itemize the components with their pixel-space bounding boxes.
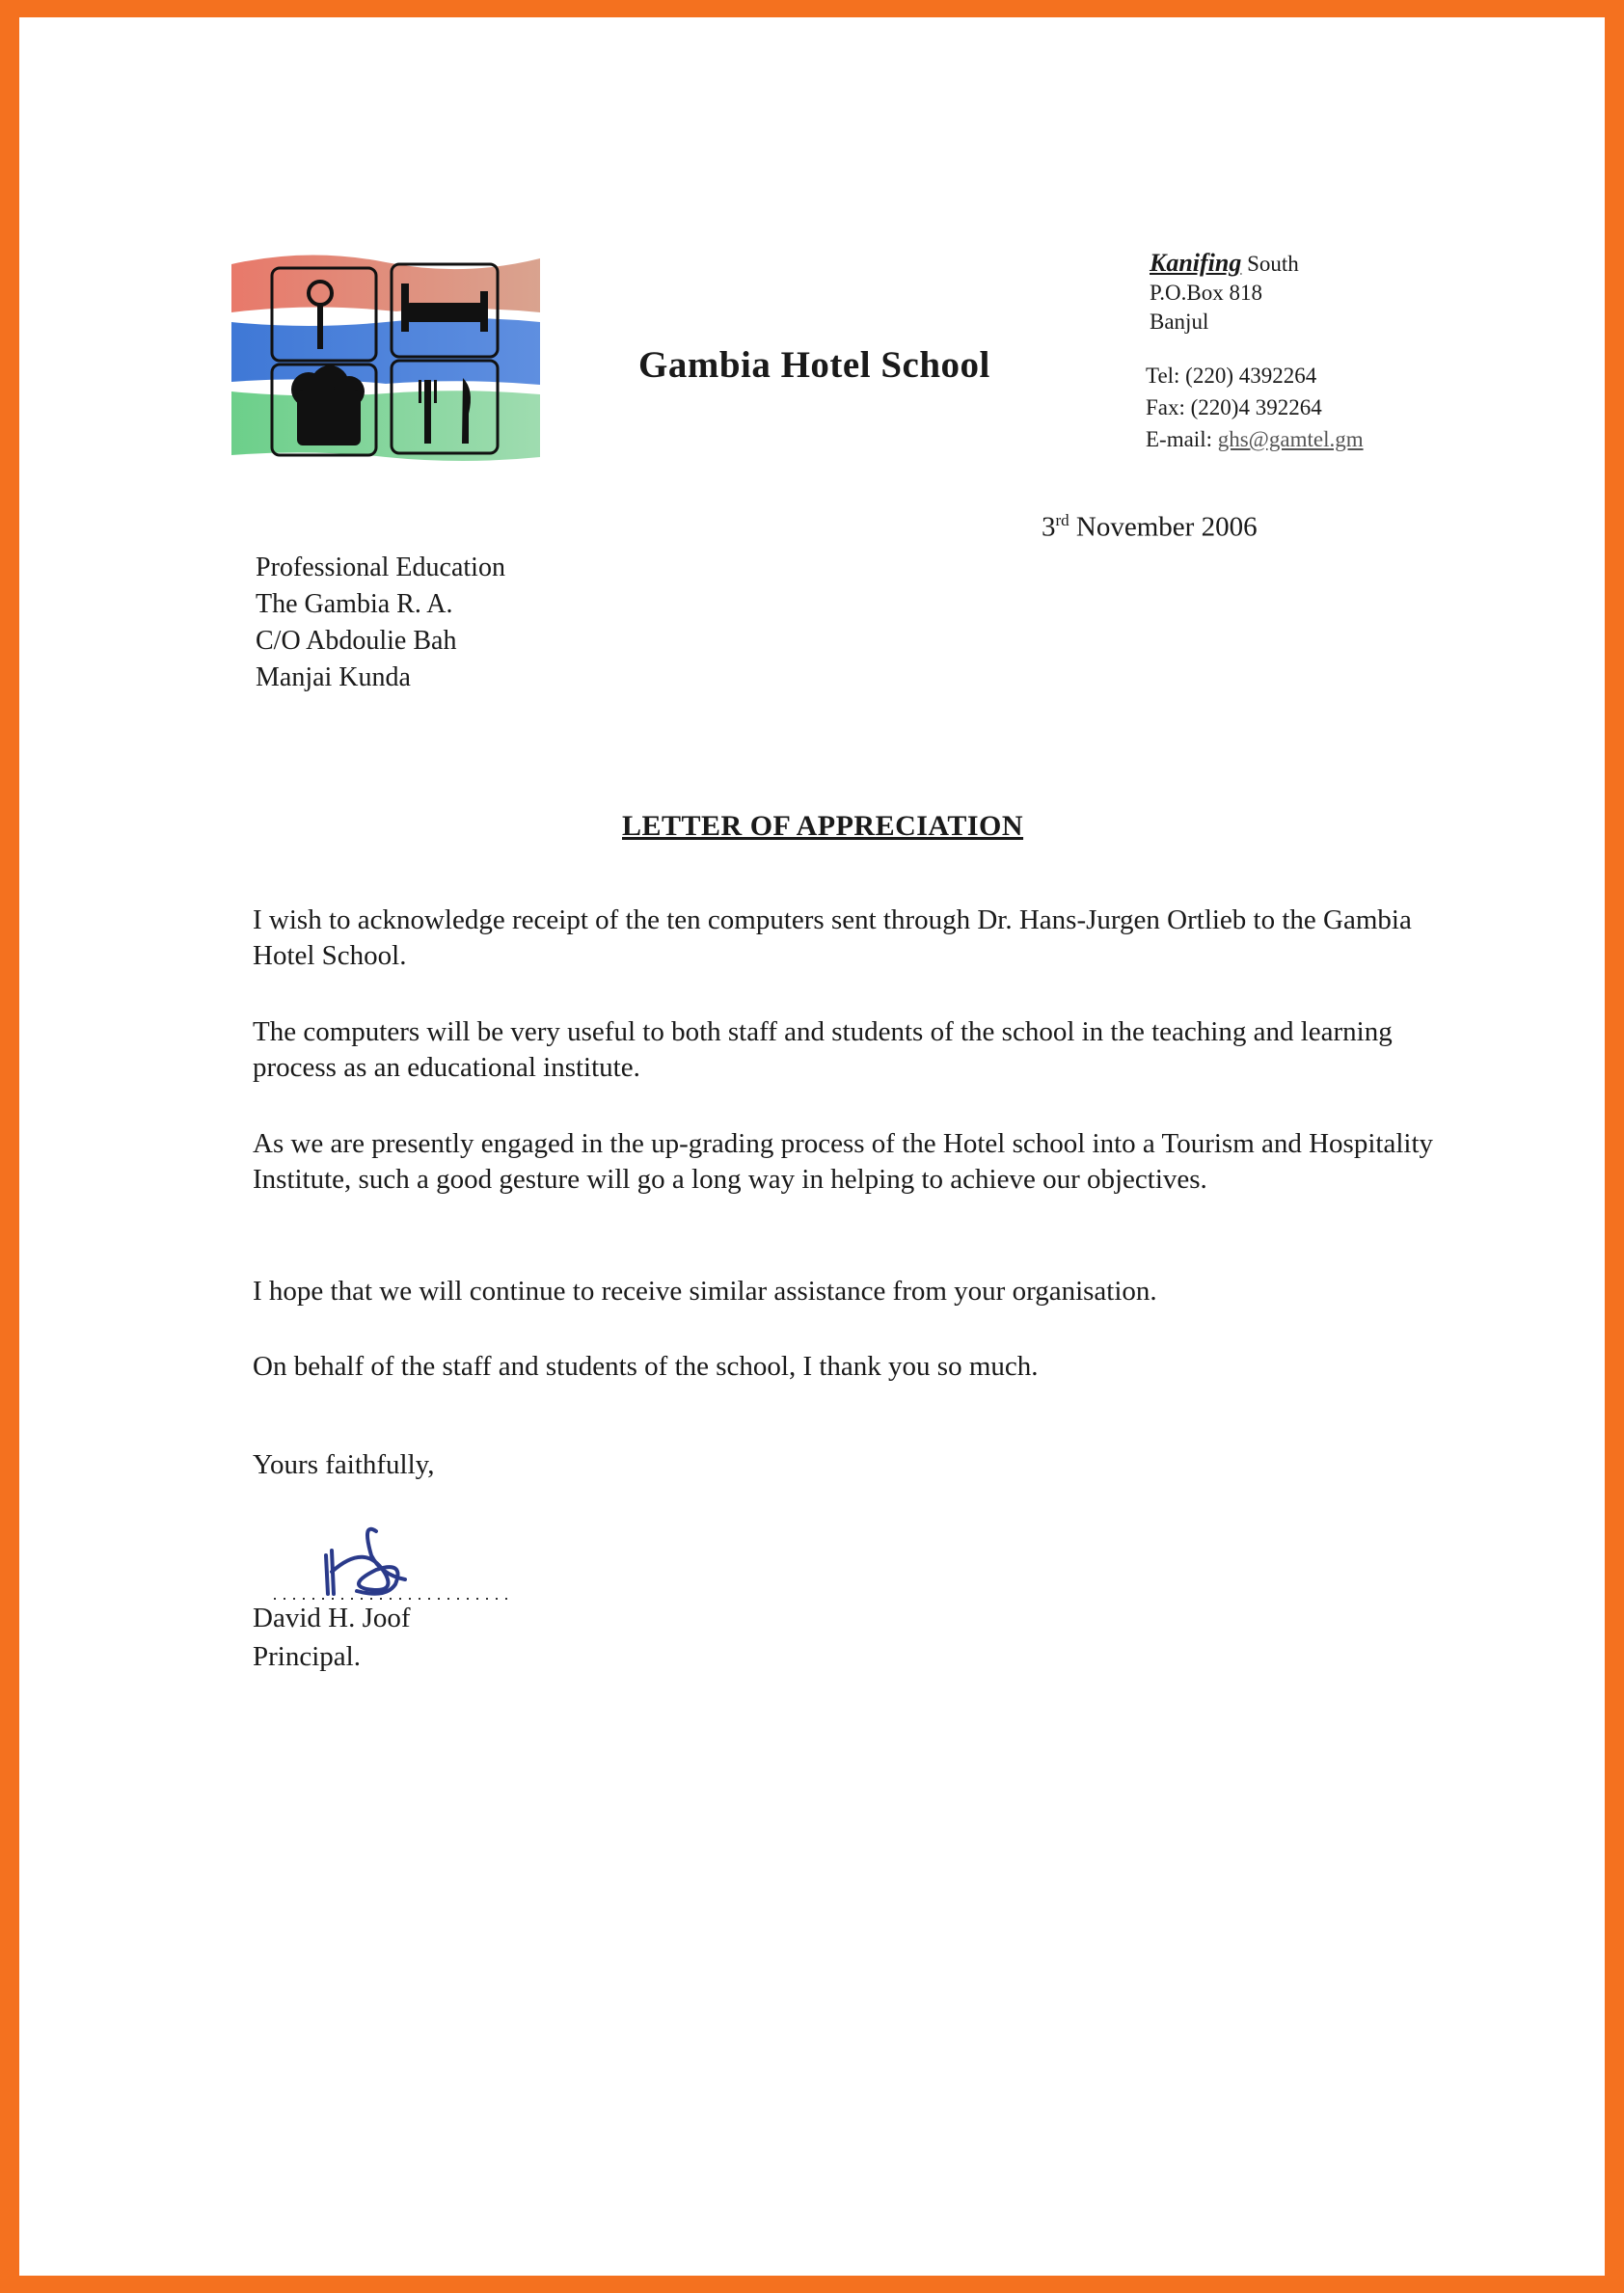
address-area-suffix: South: [1241, 252, 1299, 276]
city: Banjul: [1150, 310, 1209, 334]
recipient-line: C/O Abdoulie Bah: [256, 626, 457, 656]
letter-page: [19, 17, 1605, 2276]
body-paragraph: I hope that we will continue to receive similar assistance from your organisation.: [253, 1276, 1157, 1307]
recipient-line: The Gambia R. A.: [256, 589, 453, 619]
email-label: E-mail:: [1146, 427, 1218, 451]
signer-title: Principal.: [253, 1641, 361, 1672]
email-link[interactable]: ghs@gamtel.gm: [1217, 427, 1364, 451]
letter-heading: LETTER OF APPRECIATION: [622, 810, 1024, 842]
address-area: Kanifing: [1150, 249, 1242, 277]
recipient-line: Manjai Kunda: [256, 662, 411, 692]
body-paragraph: I wish to acknowledge receipt of the ten computers sent through Dr. Hans-Jurgen Ortlieb to the Gambia Hotel School.: [253, 904, 1412, 971]
signer-block: [253, 1599, 411, 1676]
body-paragraph: On behalf of the staff and students of the school, I thank you so much.: [253, 1351, 1039, 1382]
school-name: Gambia Hotel School: [638, 344, 990, 386]
address-block: [1150, 249, 1299, 337]
signature: [251, 1502, 521, 1608]
po-box: P.O.Box 818: [1150, 281, 1262, 305]
contact-block: [1146, 360, 1364, 455]
tel: Tel: (220) 4392264: [1146, 364, 1317, 388]
fax: Fax: (220)4 392264: [1146, 395, 1322, 419]
body-paragraph: As we are presently engaged in the up-grading process of the Hotel school into a Tourism and Hospitality Institute, such a good gesture will go a long way in helping to achieve our objectives.: [253, 1128, 1434, 1195]
letter-date: 3rd November 2006: [1042, 511, 1258, 543]
signer-name: David H. Joof: [253, 1603, 411, 1633]
school-logo: [222, 245, 550, 467]
recipient-block: [256, 550, 505, 696]
body-paragraph: The computers will be very useful to both staff and students of the school in the teaching and learning process as an educational institute.: [253, 1016, 1393, 1083]
chef-hat-icon: [291, 365, 365, 445]
recipient-line: Professional Education: [256, 553, 505, 582]
closing: Yours faithfully,: [253, 1449, 435, 1480]
